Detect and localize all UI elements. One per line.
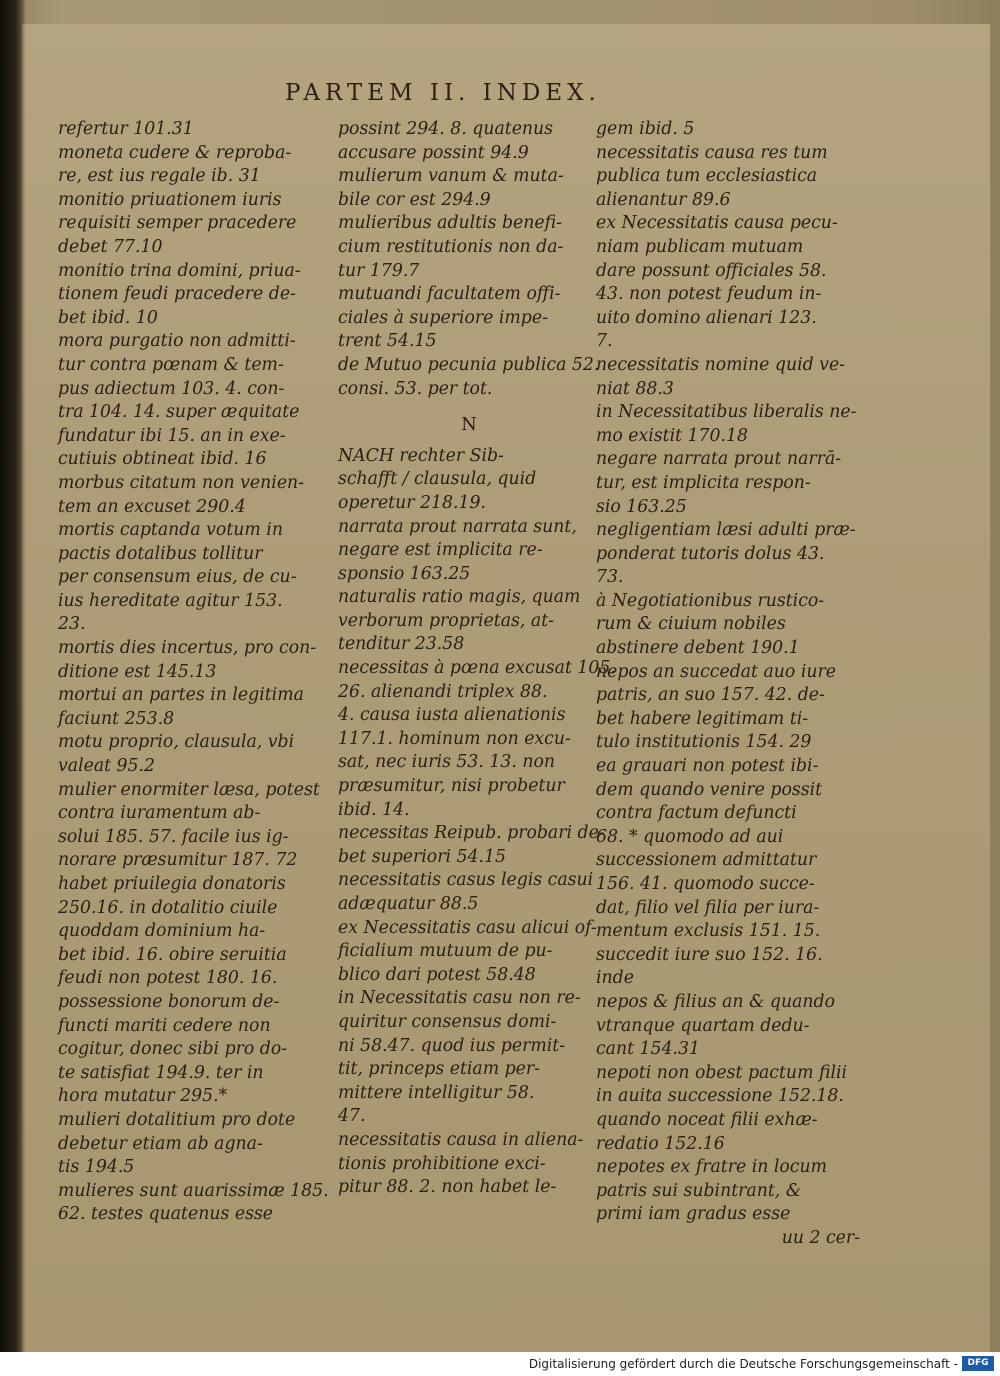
index-entry-line: adæquatur 88.5 — [338, 894, 479, 914]
index-entry-line: quando noceat filii exhæ- — [596, 1109, 818, 1130]
index-entry-line: fundatur ibi 15. an in exe- — [58, 425, 286, 446]
index-entry-line: gem ibid. 5 — [596, 119, 695, 139]
index-entry-line: 7. — [596, 331, 613, 352]
index-entry-line: 43. non potest feudum in- — [596, 284, 822, 305]
index-entry-line: nepoti non obest pactum filii — [596, 1062, 848, 1083]
index-entry-line: mora purgatio non admitti- — [58, 331, 296, 352]
index-entry-line: rum & ciuium nobiles — [596, 614, 786, 635]
index-entry-line: tenditur 23.58 — [338, 634, 465, 655]
index-entry-line: motu proprio, clausula, vbi — [58, 732, 295, 753]
index-entry-line: ficialium mutuum de pu- — [338, 941, 553, 962]
index-entry-line: ponderat tutoris dolus 43. — [596, 543, 825, 564]
index-entry-line: redatio 152.16 — [596, 1133, 725, 1154]
index-entry-line: morbus citatum non venien- — [58, 472, 305, 493]
index-entry-line: ex Necessitatis casu alicui of- — [338, 917, 597, 938]
index-entry-line: tur 179.7 — [338, 260, 420, 281]
index-entry-line: mulieres sunt auarissimæ 185. — [58, 1180, 329, 1201]
index-entry-line: tit, princeps etiam per- — [338, 1059, 540, 1080]
index-entry-line: primi iam gradus esse — [596, 1204, 791, 1225]
index-entry-line: quiritur consensus domi- — [338, 1011, 557, 1032]
index-entry-line: bet superiori 54.15 — [338, 846, 506, 867]
index-entry-line: patris sui subintrant, & — [596, 1180, 802, 1201]
index-entry-line: 26. alienandi triplex 88. — [338, 681, 548, 702]
index-entry-line: in Necessitatis casu non re- — [338, 988, 581, 1009]
index-entry-line: cium restitutionis non da- — [338, 236, 564, 257]
index-entry-line: habet priuilegia donatoris — [58, 874, 286, 894]
index-entry-line: cogitur, donec sibi pro do- — [58, 1039, 288, 1060]
index-entry-line: narrata prout narrata sunt, — [338, 516, 577, 537]
index-entry-line: tionem feudi pracedere de- — [58, 284, 296, 305]
index-entry-line: tur contra pœnam & tem- — [58, 354, 284, 375]
footer-credit-text: Digitalisierung gefördert durch die Deutsche Forschungsgemeinschaft - — [528, 1357, 958, 1371]
index-entry-line: 4. causa iusta alienationis — [338, 705, 566, 726]
index-entry-line: bet habere legitimam ti- — [596, 708, 809, 729]
index-entry-line: trent 54.15 — [338, 331, 437, 352]
index-entry-line: 250.16. in dotalitio ciuile — [58, 897, 278, 918]
index-entry-line: mentum exclusis 151. 15. — [596, 921, 821, 942]
index-entry-line: ius hereditate agitur 153. — [58, 590, 283, 611]
index-entry-line: pactis dotalibus tollitur — [58, 543, 263, 564]
index-entry-line: contra iuramentum ab- — [58, 803, 261, 824]
index-entry-line: tulo institutionis 154. 29 — [596, 732, 812, 753]
index-entry-line: in auita successione 152.18. — [596, 1086, 844, 1107]
index-entry-line: schafft / clausula, quid — [338, 469, 537, 490]
index-entry-line: necessitatis causa res tum — [596, 142, 828, 163]
index-column-3 — [596, 118, 866, 1251]
index-entry-line: mo existit 170.18 — [596, 425, 749, 446]
index-entry-line: præsumitur, nisi probetur — [338, 776, 565, 797]
book-binding-edge — [0, 0, 26, 1352]
index-entry-line: faciunt 253.8 — [58, 708, 175, 729]
index-entry-line: ditione est 145.13 — [58, 661, 217, 682]
index-entry-line: mortis captanda votum in — [58, 520, 283, 541]
index-entry-line: refertur 101.31 — [58, 119, 194, 139]
index-entry-line: necessitatis nomine quid ve- — [596, 354, 846, 375]
index-entry-line: sat, nec iuris 53. 13. non — [338, 752, 556, 773]
index-entry-line: monitio trina domini, priua- — [58, 260, 301, 281]
index-entry-line: solui 185. 57. facile ius ig- — [58, 826, 289, 847]
index-entry-line: verborum proprietas, at- — [338, 610, 554, 631]
index-entry-line: per consensum eius, de cu- — [58, 567, 297, 588]
digitization-footer — [0, 1352, 1000, 1376]
index-entry-line: negare est implicita re- — [338, 540, 543, 561]
index-entry-line: valeat 95.2 — [58, 756, 156, 777]
index-entry-line: ni 58.47. quod ius permit- — [338, 1035, 566, 1056]
index-entry-line: feudi non potest 180. 16. — [58, 968, 278, 989]
running-head: PARTEM II. INDEX. — [285, 80, 601, 106]
index-entry-line: consi. 53. per tot. — [338, 378, 493, 399]
index-entry-line: à Negotiationibus rustico- — [596, 590, 825, 611]
index-entry-line: monitio priuationem iuris — [58, 189, 282, 210]
index-entry-line: in Necessitatibus liberalis ne- — [596, 402, 857, 423]
index-entry-line: possessione bonorum de- — [58, 991, 280, 1012]
index-entry-line: niat 88.3 — [596, 378, 674, 399]
index-entry-line: bet ibid. 16. obire seruitia — [58, 944, 287, 965]
index-entry-line: mulieribus adultis benefi- — [338, 213, 563, 234]
index-entry-line: tis 194.5 — [58, 1157, 135, 1178]
index-entry-line: 73. — [596, 567, 624, 588]
index-entry-line: necessitatis causa in aliena- — [338, 1129, 584, 1150]
index-entry-line: requisiti semper pracedere — [58, 213, 297, 234]
index-entry-line: mortui an partes in legitima — [58, 685, 304, 706]
index-entry-line: debet 77.10 — [58, 236, 163, 257]
index-entry-line: 156. 41. quomodo succe- — [596, 874, 815, 894]
index-entry-line: publica tum ecclesiastica — [596, 166, 818, 187]
section-letter-heading: N — [461, 414, 477, 436]
dfg-logo: DFG — [962, 1356, 994, 1371]
index-entry-line: nepos an succedat auo iure — [596, 661, 836, 682]
index-entry-line: te satisfiat 194.9. ter in — [58, 1062, 264, 1083]
index-entry-line: sio 163.25 — [596, 496, 687, 517]
index-entry-line: cutiuis obtineat ibid. 16 — [58, 449, 267, 470]
index-entry-line: tem an excuset 290.4 — [58, 496, 246, 517]
index-entry-line: dat, filio vel filia per iura- — [596, 897, 820, 918]
index-entry-line: norare præsumitur 187. 72 — [58, 850, 298, 871]
index-column-1 — [58, 118, 353, 1227]
index-entry-line: hora mutatur 295.* — [58, 1086, 228, 1107]
index-entry-line: NACH rechter Sib- — [338, 445, 504, 466]
index-entry-line: mulierum vanum & muta- — [338, 166, 564, 187]
index-entry-line: ciales à superiore impe- — [338, 307, 548, 328]
index-entry-line: succedit iure suo 152. 16. — [596, 944, 823, 965]
index-entry-line: mutuandi facultatem offi- — [338, 284, 561, 305]
index-entry-line: negare narrata prout narrā- — [596, 449, 842, 470]
index-entry-line: mulier enormiter læsa, potest — [58, 779, 320, 800]
index-entry-line: 68. * quomodo ad aui — [596, 826, 784, 847]
index-entry-line: accusare possint 94.9 — [338, 142, 529, 163]
index-entry-line: 23. — [58, 614, 86, 635]
index-entry-line: de Mutuo pecunia publica 52. — [338, 354, 600, 375]
index-entry-line: dem quando venire possit — [596, 779, 823, 800]
index-entry-line: debetur etiam ab agna- — [58, 1133, 263, 1154]
index-entry-line: pus adiectum 103. 4. con- — [58, 378, 285, 399]
index-entry-line: cant 154.31 — [596, 1039, 701, 1060]
index-entry-line: ea grauari non potest ibi- — [596, 756, 819, 777]
index-entry-line: inde — [596, 968, 634, 989]
index-entry-line: patris, an suo 157. 42. de- — [596, 685, 825, 706]
index-entry-line: tra 104. 14. super æquitate — [58, 402, 300, 423]
index-entry-line: nepotes ex fratre in locum — [596, 1157, 827, 1178]
index-entry-line: mittere intelligitur 58. — [338, 1082, 535, 1103]
index-entry-line: pitur 88. 2. non habet le- — [338, 1177, 557, 1198]
index-entry-line: ex Necessitatis causa pecu- — [596, 213, 838, 234]
index-entry-line: successionem admittatur — [596, 850, 817, 871]
index-entry-line: uito domino alienari 123. — [596, 307, 817, 328]
index-entry-line: naturalis ratio magis, quam — [338, 587, 581, 608]
index-entry-line: functi mariti cedere non — [58, 1015, 271, 1036]
index-entry-line: tur, est implicita respon- — [596, 472, 811, 493]
index-entry-line: possint 294. 8. quatenus — [338, 119, 554, 139]
index-entry-line: necessitas Reipub. probari de- — [338, 823, 605, 844]
index-entry-line: ibid. 14. — [338, 799, 410, 820]
index-entry-line: 47. — [338, 1106, 366, 1127]
index-entry-line: 117.1. hominum non excu- — [338, 728, 571, 749]
index-entry-line: bet ibid. 10 — [58, 307, 158, 328]
index-entry-line: necessitas à pœna excusat 105. — [338, 658, 616, 679]
index-entry-line: nepos & filius an & quando — [596, 991, 836, 1012]
index-entry-line: mulieri dotalitium pro dote — [58, 1109, 296, 1130]
index-entry-line: abstinere debent 190.1 — [596, 638, 800, 659]
index-entry-line: niam publicam mutuam — [596, 236, 804, 257]
index-entry-line: contra factum defuncti — [596, 803, 797, 824]
index-entry-line: vtranque quartam dedu- — [596, 1015, 810, 1036]
index-entry-line: 62. testes quatenus esse — [58, 1204, 274, 1225]
index-entry-line: sponsio 163.25 — [338, 563, 471, 584]
index-entry-line: quoddam dominium ha- — [58, 921, 266, 942]
index-entry-line: bile cor est 294.9 — [338, 189, 491, 210]
index-entry-line: operetur 218.19. — [338, 492, 486, 513]
index-entry-line: negligentiam læsi adulti præ- — [596, 520, 856, 541]
catchword: uu 2 cer- — [781, 1227, 860, 1248]
index-entry-line: moneta cudere & reproba- — [58, 142, 292, 163]
index-entry-line: alienantur 89.6 — [596, 189, 731, 210]
index-entry-line: blico dari potest 58.48 — [338, 964, 536, 985]
index-entry-line: tionis prohibitione exci- — [338, 1153, 546, 1174]
index-entry-line: re, est ius regale ib. 31 — [58, 166, 261, 187]
index-entry-line: necessitatis casus legis casui — [338, 870, 594, 891]
index-entry-line: mortis dies incertus, pro con- — [58, 638, 317, 659]
index-entry-line: dare possunt officiales 58. — [596, 260, 827, 281]
